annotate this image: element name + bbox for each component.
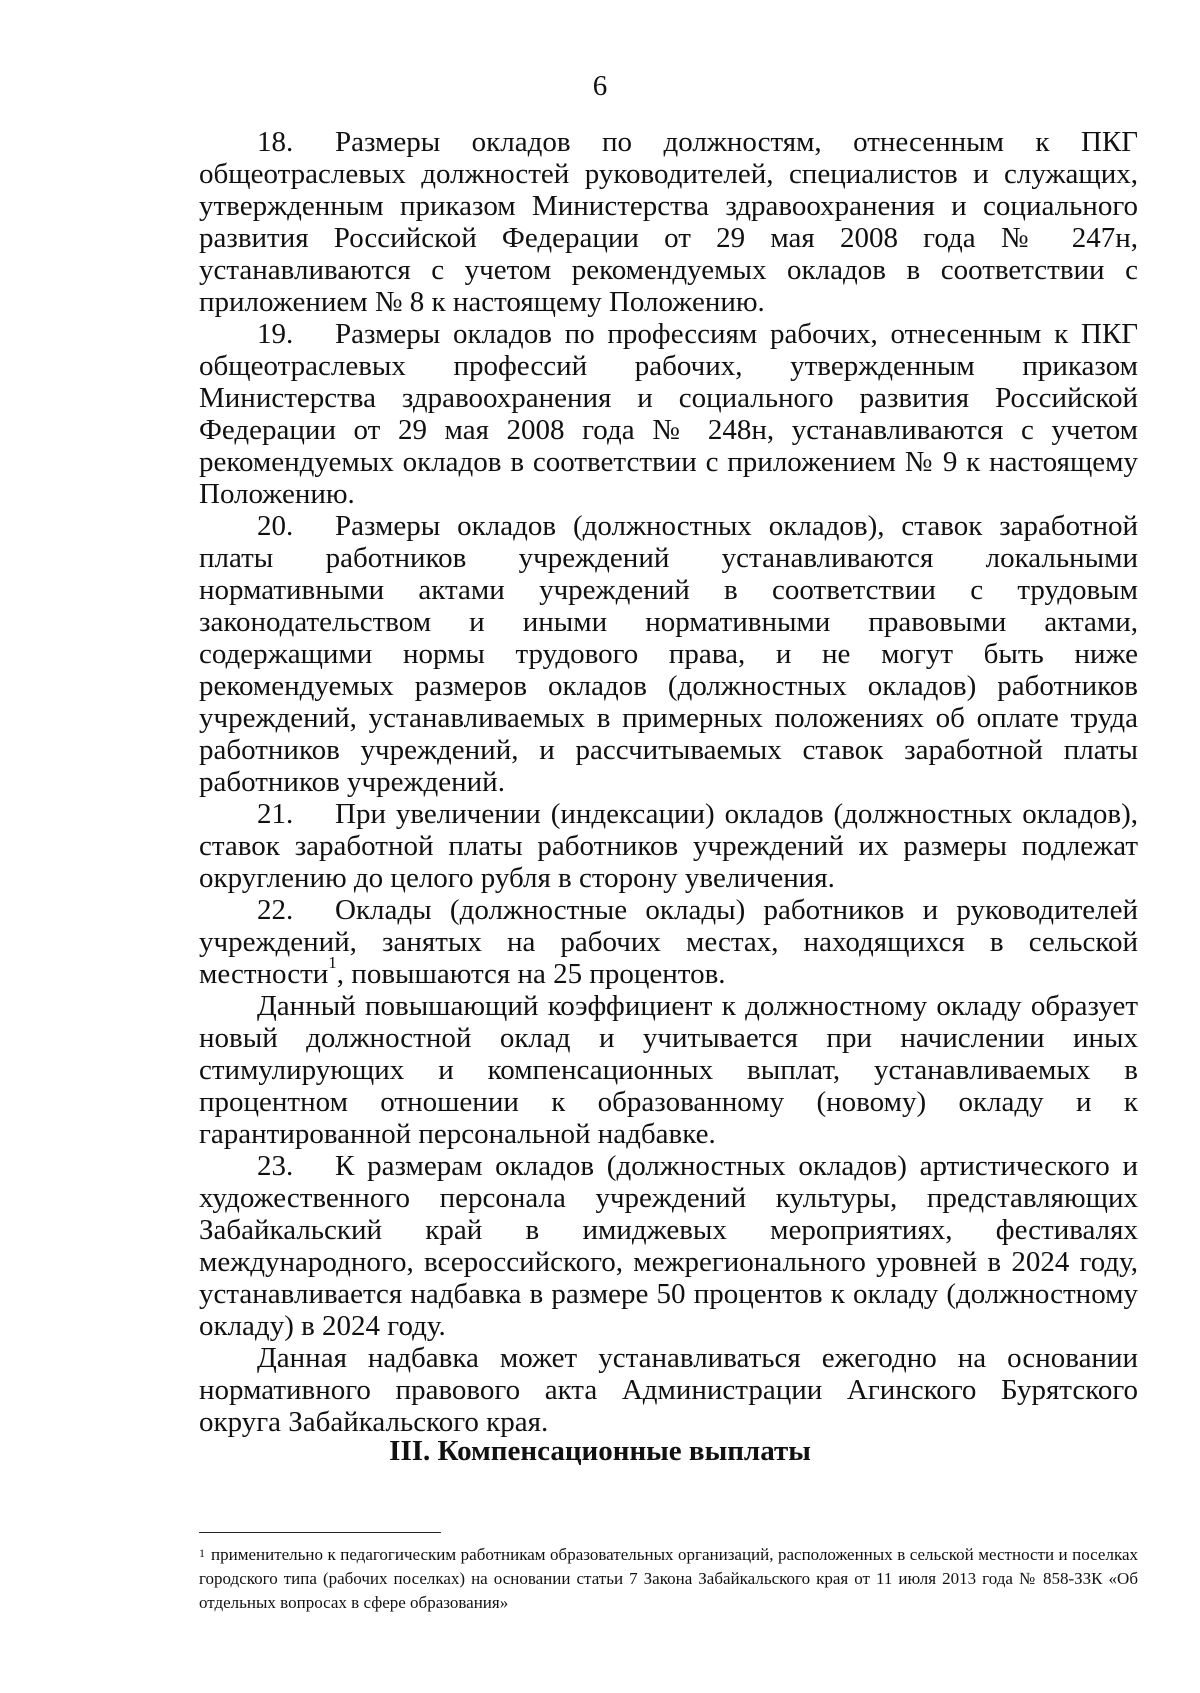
paragraph-text: Данный повышающий коэффициент к должностному окладу образует новый должностной оклад и учитывается при начислении иных стимулирующих и компенсационных выплат, устанавливаемых в процентном отношении к образованному (новому) окладу и к гарантированной персональной надбавке. [199,990,1138,1150]
footnote-text: применительно к педагогическим работникам образовательных организаций, расположенных в сельской местности и поселках городского типа (рабочих поселках) на основании статьи 7 Закона Забайкальского края от 11 июля 2013 года № 858-ЗЗК «Об отдельных вопросах в сфере образования» [199,1545,1138,1612]
footnote-separator [199,1532,441,1533]
document-body [199,126,1138,1438]
footnote [199,1543,1138,1615]
paragraph-text-continued: , повышаются на 25 процентов. [336,958,726,990]
paragraph-text: Размеры окладов по профессиям рабочих, отнесенным к ПКГ общеотраслевых профессий рабочих, утвержденным приказом Министерства здравоохранения и социального развития Российской Федерации от 29 мая 2008 года № 248н, устанавливаются с учетом рекомендуемых окладов в соответствии с приложением № 9 к настоящему Положению. [199,318,1138,510]
paragraph-number: 22. [257,894,294,926]
paragraph-22-continuation [199,990,1138,1150]
paragraph-number: 21. [257,798,294,830]
paragraph-22 [199,894,1138,990]
paragraph-number: 19. [257,318,294,350]
paragraph-number: 23. [257,1150,294,1182]
footnote-mark: 1 [199,1546,205,1560]
paragraph-18 [199,126,1138,318]
paragraph-text: При увеличении (индексации) окладов (должностных окладов), ставок заработной платы работников учреждений их размеры подлежат округлению до целого рубля в сторону увеличения. [199,798,1138,894]
paragraph-text: Размеры окладов по должностям, отнесенным к ПКГ общеотраслевых должностей руководителей, специалистов и служащих, утвержденным приказом Министерства здравоохранения и социального развития Российской Федерации от 29 мая 2008 года № 247н, устанавливаются с учетом рекомендуемых окладов в соответствии с приложением № 8 к настоящему Положению. [199,126,1138,318]
paragraph-23 [199,1150,1138,1342]
paragraph-text: Данная надбавка может устанавливаться ежегодно на основании нормативного правового акта Администрации Агинского Бурятского округа Забайкальского края. [199,1342,1138,1438]
section-heading: III. Компенсационные выплаты [389,1435,811,1467]
paragraph-19 [199,318,1138,510]
paragraph-21 [199,798,1138,894]
paragraph-number: 18. [257,126,294,158]
paragraph-20 [199,510,1138,798]
paragraph-number: 20. [257,510,294,542]
page-number: 6 [592,70,608,102]
paragraph-text: К размерам окладов (должностных окладов) артистического и художественного персонала учреждений культуры, представляющих Забайкальский край в имиджевых мероприятиях, фестивалях международного, всероссийского, межрегионального уровней в 2024 году, устанавливается надбавка в размере 50 процентов к окладу (должностному окладу) в 2024 году. [199,1150,1138,1342]
footnote-reference: 1 [328,953,337,972]
paragraph-23-continuation [199,1342,1138,1438]
paragraph-text: Размеры окладов (должностных окладов), ставок заработной платы работников учреждений устанавливаются локальными нормативными актами учреждений в соответствии с трудовым законодательством и иными нормативными правовыми актами, содержащими нормы трудового права, и не могут быть ниже рекомендуемых размеров окладов (должностных окладов) работников учреждений, устанавливаемых в примерных положениях об оплате труда работников учреждений, и рассчитываемых ставок заработной платы работников учреждений. [199,510,1138,798]
paragraph-text: Оклады (должностные оклады) работников и руководителей учреждений, занятых на рабочих местах, находящихся в сельской местности [199,894,1138,990]
